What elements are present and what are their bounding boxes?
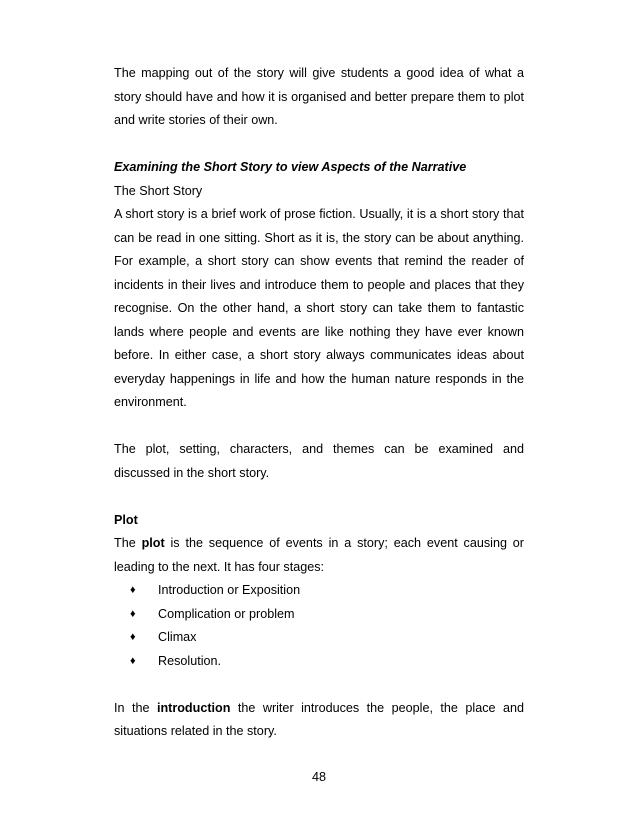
diamond-bullet-icon: ♦ bbox=[130, 584, 136, 596]
diamond-bullet-icon: ♦ bbox=[130, 654, 136, 667]
spacer bbox=[114, 415, 524, 439]
introduction-term: introduction bbox=[156, 700, 231, 715]
intro-paragraph: The mapping out of the story will give students a good idea of what a story should have and how it is organised and better prepare them to plot and write stories of their own. bbox=[114, 66, 524, 127]
list-item-label: Introduction or Exposition bbox=[158, 583, 301, 597]
list-item bbox=[114, 603, 524, 627]
subheading: The Short Story bbox=[114, 183, 203, 198]
introduction-paragraph bbox=[114, 697, 524, 744]
plot-term: plot bbox=[141, 536, 165, 550]
elements-paragraph: The plot, setting, characters, and themes can be examined and discussed in the short story. bbox=[114, 442, 524, 480]
spacer bbox=[114, 485, 524, 509]
intro-text-end: the writer introduces the people, the place and situations related in the story. bbox=[114, 700, 524, 738]
plot-heading: Plot bbox=[114, 512, 138, 527]
list-item bbox=[114, 579, 524, 603]
short-story-paragraph: A short story is a brief work of prose fiction. Usually, it is a short story that can be read in one sitting. Short as it is, the story can be about anything. For example, a short story can show events that remind the reader of incidents in their lives and introduce them to people and places that they recognise. On the other hand, a short story can take them to fantastic lands where people and events are like nothing they have ever known before. In either case, a short story always communicates ideas about everyday happenings in life and how the human nature responds in the environment. bbox=[114, 207, 524, 409]
list-item-label: Climax bbox=[158, 630, 197, 644]
plot-text-start: The bbox=[114, 536, 142, 550]
list-item bbox=[114, 626, 524, 650]
intro-text-start: In the bbox=[114, 700, 157, 715]
plot-text-end: is the sequence of events in a story; each event causing or leading to the next. It has four stages: bbox=[114, 536, 525, 574]
page-content bbox=[114, 62, 524, 744]
spacer bbox=[114, 673, 524, 697]
stages-list bbox=[114, 579, 524, 673]
section-heading: Examining the Short Story to view Aspects of the Narrative bbox=[114, 160, 467, 174]
diamond-bullet-icon: ♦ bbox=[130, 607, 136, 620]
list-item bbox=[114, 650, 524, 674]
spacer bbox=[114, 133, 524, 157]
diamond-bullet-icon: ♦ bbox=[130, 631, 136, 643]
list-item-label: Resolution. bbox=[158, 653, 222, 668]
plot-paragraph bbox=[114, 532, 524, 579]
list-item-label: Complication or problem bbox=[158, 606, 295, 621]
page-number: 48 bbox=[311, 770, 326, 784]
